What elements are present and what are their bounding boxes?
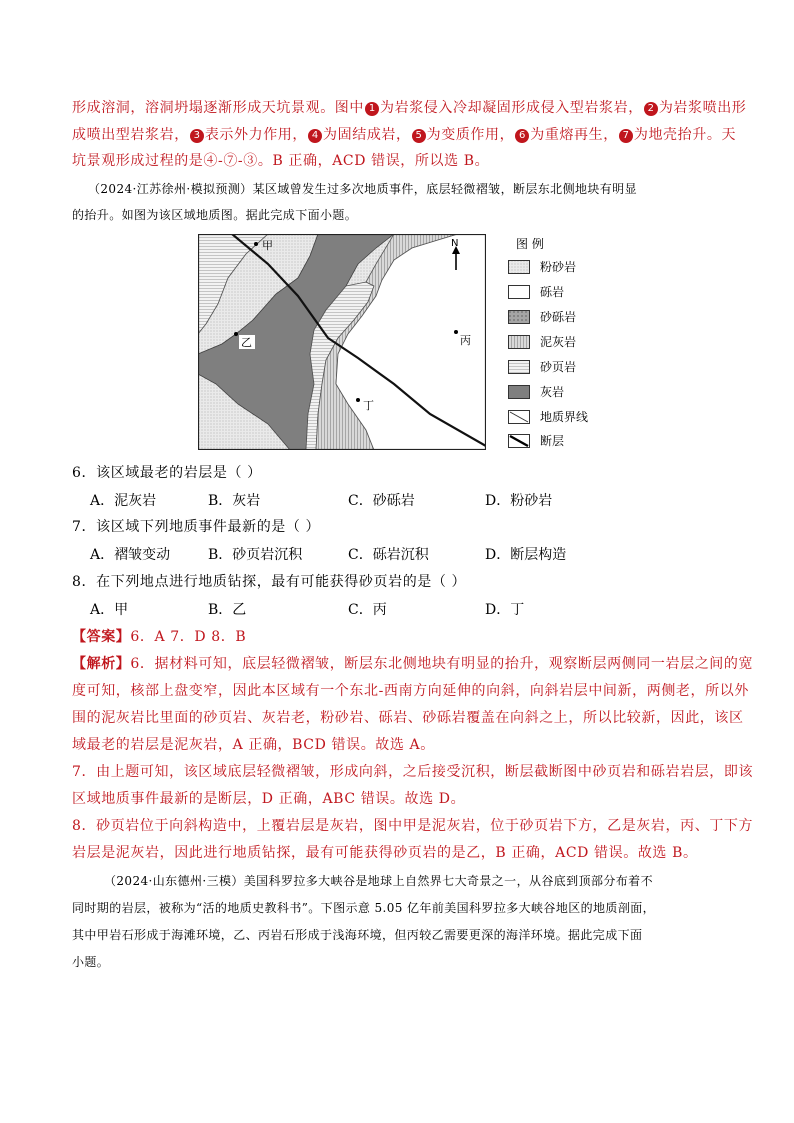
legend-label: 粉砂岩	[540, 260, 577, 274]
option-a[interactable]: A．褶皱变动	[90, 547, 171, 563]
option-d[interactable]: D．断层构造	[485, 547, 567, 563]
question-intro: （2024·江苏徐州·模拟预测）某区域曾发生过多次地质事件，底层轻微褶皱，断层东北侧地块有明显	[88, 182, 637, 196]
circled-number: 4	[308, 129, 322, 143]
option-b[interactable]: B．灰岩	[208, 493, 261, 509]
circled-number: 5	[412, 129, 426, 143]
option-d[interactable]: D．丁	[485, 602, 525, 618]
analysis-line: 岩层是泥灰岩，因此进行地质钻探，最有可能获得砂页岩的是乙，B 正确，ACD 错误。故选 B。	[72, 845, 698, 861]
option-b[interactable]: B．砂页岩沉积	[208, 547, 303, 563]
text-segment: 6．据材料可知，底层轻微褶皱，断层东北侧地块有明显的抬升，观察断层两侧同一岩层之间的宽	[130, 656, 754, 672]
question-stem: 6．该区域最老的岩层是（ ）	[72, 465, 262, 481]
legend-label: 泥灰岩	[540, 335, 577, 349]
legend-label: 地质界线	[540, 410, 589, 424]
analysis-line: 区域地质事件最新的是断层，D 正确，ABC 错误。故选 D。	[72, 791, 466, 807]
question-intro: 的抬升。如图为该区域地质图。据此完成下面小题。	[72, 208, 358, 222]
analysis-line: 8．砂页岩位于向斜构造中，上覆岩层是灰岩，图中甲是泥灰岩，位于砂页岩下方，乙是灰岩，丙、丁下方	[72, 818, 754, 834]
point-label-yi: 乙	[241, 336, 252, 349]
legend-label: 灰岩	[540, 385, 565, 399]
answer-value: 6．A 7．D 8．B	[130, 629, 247, 645]
analysis-line	[72, 97, 746, 117]
legend-label: 断层	[540, 434, 565, 448]
circled-number: 3	[190, 129, 204, 143]
analysis-line: 围的泥灰岩比里面的砂页岩、灰岩老，粉砂岩、砾岩、砂砾岩覆盖在向斜之上，所以比较新，因此，该区	[72, 710, 744, 726]
point-marker	[254, 242, 258, 246]
option-a[interactable]: A．甲	[90, 602, 129, 618]
point-label-jia: 甲	[262, 239, 273, 252]
text-segment: 为重熔再生，	[530, 127, 618, 143]
analysis-line	[72, 653, 753, 673]
option-c[interactable]: C．砾岩沉积	[348, 547, 429, 563]
analysis-line: 域最老的岩层是泥灰岩，A 正确，BCD 错误。故选 A。	[72, 737, 435, 753]
legend-title: 图 例	[516, 237, 544, 251]
answer-line	[72, 626, 246, 646]
text-segment: 为岩浆侵入冷却凝固形成侵入型岩浆岩，	[380, 100, 643, 116]
analysis-line	[72, 124, 736, 144]
analysis-line: 度可知，核部上盘变窄，因此本区域有一个东北-西南方向延伸的向斜，向斜岩层中间新，两侧老，所以外	[72, 683, 749, 699]
circled-number: 6	[515, 129, 529, 143]
text-segment: 为变质作用，	[426, 127, 515, 143]
legend-label: 砾岩	[540, 285, 565, 299]
text-segment: 为固结成岩，	[323, 127, 411, 143]
text-segment: 坑景观形成过程的是	[72, 153, 204, 169]
question-stem: 8．在下列地点进行地质钻探，最有可能获得砂页岩的是（ ）	[72, 574, 467, 590]
option-c[interactable]: C．丙	[348, 602, 387, 618]
text-segment: 形成溶洞，溶洞坍塌逐渐形成天坑景观。图中	[72, 100, 364, 116]
north-label: N	[451, 238, 459, 249]
text-segment: 成喷出型岩浆岩，	[72, 127, 189, 143]
question-intro: 同时期的岩层，被称为“活的地质史教科书”。下图示意 5.05 亿年前美国科罗拉多大峡谷地区的地质剖面，	[72, 901, 656, 915]
circled-number: 1	[365, 102, 379, 116]
text-segment: 。B 正确，ACD 错误，所以选 B。	[257, 153, 490, 169]
analysis-line	[72, 150, 489, 170]
text-segment: 为岩浆喷出形	[658, 100, 747, 116]
point-marker	[454, 330, 458, 334]
option-d[interactable]: D．粉砂岩	[485, 493, 553, 509]
analysis-label: 【解析】	[72, 656, 131, 672]
question-stem: 7．该区域下列地质事件最新的是（ ）	[72, 519, 321, 535]
legend-label: 砂砾岩	[540, 310, 577, 324]
text-segment: 为地壳抬升。天	[633, 127, 737, 143]
circled-number: 7	[619, 129, 633, 143]
option-b[interactable]: B．乙	[208, 602, 247, 618]
question-intro: 小题。	[72, 955, 110, 969]
point-label-ding: 丁	[363, 399, 374, 412]
point-marker	[356, 398, 360, 402]
point-marker	[234, 332, 238, 336]
option-a[interactable]: A．泥灰岩	[90, 493, 157, 509]
option-c[interactable]: C．砂砾岩	[348, 493, 415, 509]
point-label-bing: 丙	[460, 334, 471, 347]
legend-label: 砂页岩	[540, 360, 577, 374]
geological-map	[198, 234, 486, 450]
text-segment: 表示外力作用，	[204, 127, 308, 143]
circled-number: 2	[644, 102, 658, 116]
question-intro: 其中甲岩石形成于海滩环境，乙、丙岩石形成于浅海环境，但丙较乙需要更深的海洋环境。据此完成下面	[72, 928, 643, 942]
question-intro: （2024·山东德州·三模）美国科罗拉多大峡谷是地球上自然界七大奇景之一，从谷底到顶部分布着不	[104, 874, 653, 888]
analysis-line: 7．由上题可知，该区域底层轻微褶皱，形成向斜，之后接受沉积，断层截断图中砂页岩和砾岩岩层，即该	[72, 764, 754, 780]
answer-label: 【答案】	[72, 629, 131, 645]
sequence-text: ④-⑦-③	[203, 153, 258, 169]
